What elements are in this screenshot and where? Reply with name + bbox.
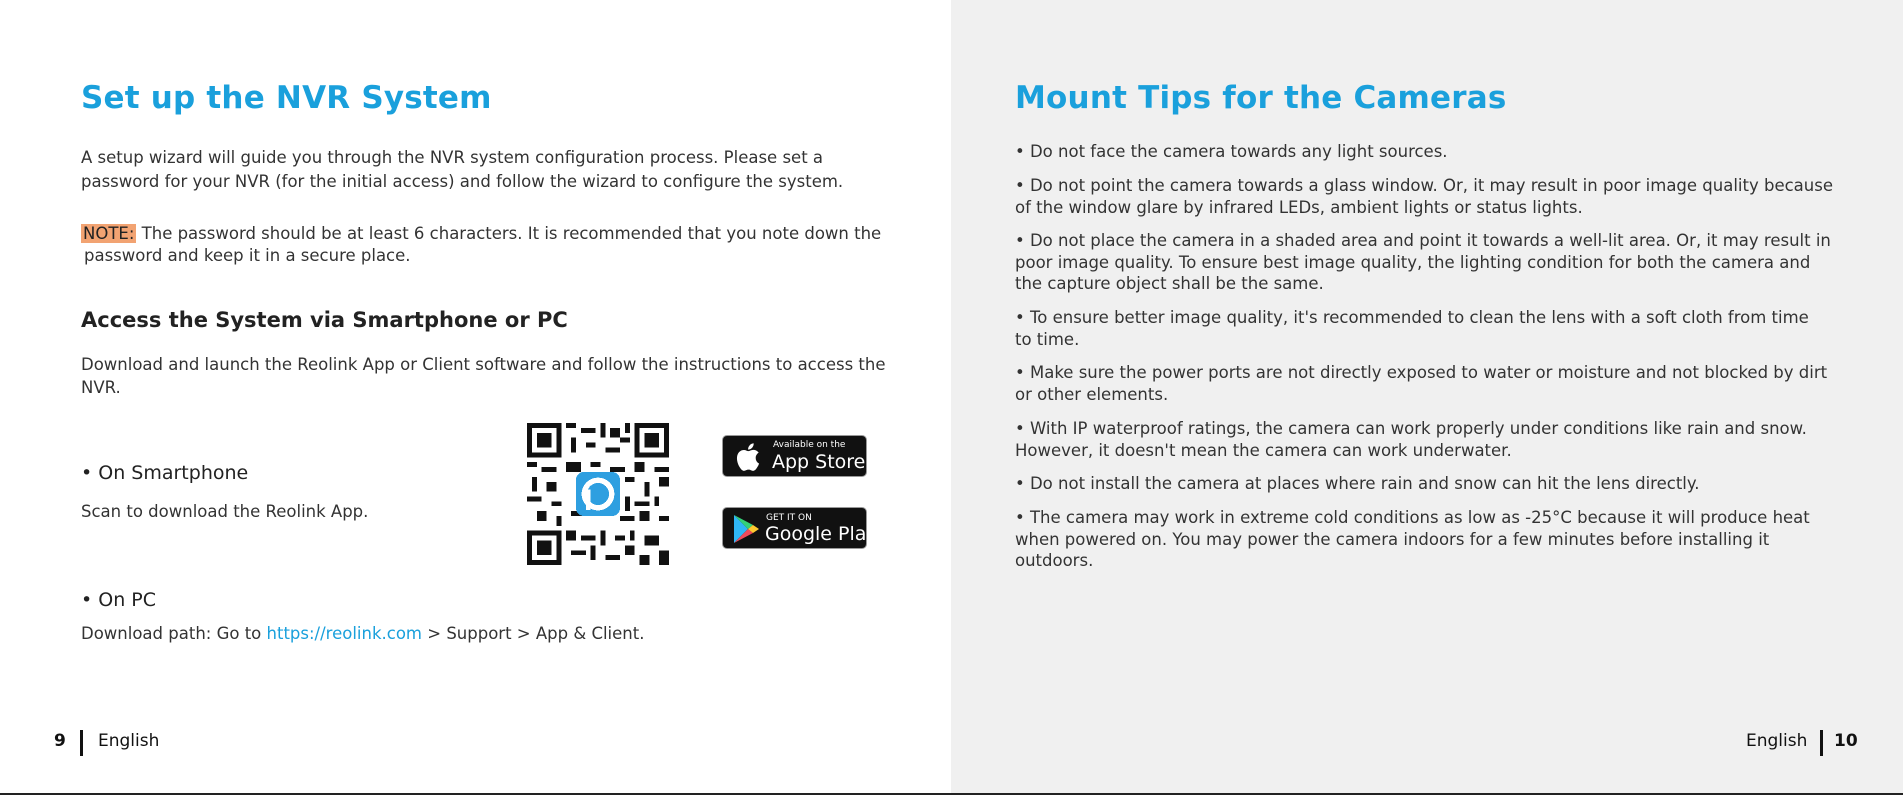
note-line-2: password and keep it in a secure place. — [84, 246, 411, 265]
footer-divider — [80, 730, 83, 756]
mount-tip-line: of the window glare by infrared LEDs, ambient lights or status lights. — [1015, 197, 1583, 217]
mount-tip-line: • The camera may work in extreme cold conditions as low as -25°C because it will produce heat — [1015, 508, 1810, 527]
mount-tip-line: poor image quality. To ensure best image quality, the lighting condition for both the camera and — [1015, 252, 1811, 272]
app-store-badge[interactable] — [722, 435, 867, 477]
access-line-2: NVR. — [81, 378, 121, 397]
mount-tip-line: to time. — [1015, 329, 1080, 349]
mount-tip-line: • Do not point the camera towards a glass window. Or, it may result in poor image quality because — [1015, 176, 1833, 195]
footer-language: English — [98, 731, 160, 751]
mount-tip-line: • Do not face the camera towards any light sources. — [1015, 142, 1448, 161]
mount-tip-line: • Do not install the camera at places where rain and snow can hit the lens directly. — [1015, 474, 1700, 493]
google-play-logo-icon — [732, 514, 760, 544]
smartphone-text: Scan to download the Reolink App. — [81, 502, 369, 521]
mount-tip-line: the capture object shall be the same. — [1015, 274, 1324, 293]
access-line-1: Download and launch the Reolink App or Client software and follow the instructions to access the — [81, 355, 886, 374]
google-play-small-text: GET IT ON — [766, 513, 812, 523]
mount-tip-line: when powered on. You may power the camera indoors for a few minutes before installing it — [1015, 529, 1770, 549]
app-store-big-text: App Store — [772, 451, 866, 473]
qr-code-icon — [527, 423, 669, 565]
mount-tip-line: or other elements. — [1015, 384, 1169, 404]
mount-tip-line: However, it doesn't mean the camera can work underwater. — [1015, 440, 1512, 460]
reolink-link[interactable]: https://reolink.com — [266, 624, 422, 643]
intro-line-2: password for your NVR (for the initial access) and follow the wizard to configure the system. — [81, 172, 844, 191]
mount-tip-line: • Make sure the power ports are not directly exposed to water or moisture and not blocked by dirt — [1015, 363, 1828, 382]
access-heading: Access the System via Smartphone or PC — [81, 308, 568, 332]
mount-tip-line: • Do not place the camera in a shaded area and point it towards a well-lit area. Or, it may result in — [1015, 231, 1831, 250]
pc-text-after: > Support > App & Client. — [422, 624, 645, 643]
footer-divider — [1820, 730, 1823, 756]
app-store-small-text: Available on the — [773, 440, 846, 450]
pc-text — [81, 622, 644, 645]
pc-heading: • On PC — [81, 589, 157, 611]
note-line-1 — [81, 222, 881, 245]
smartphone-heading: • On Smartphone — [81, 462, 249, 484]
mount-tip-line: outdoors. — [1015, 551, 1094, 570]
intro-line-1: A setup wizard will guide you through the NVR system configuration process. Please set a — [81, 148, 824, 167]
page-title: Mount Tips for the Cameras — [1015, 80, 1507, 116]
page-number: 10 — [1834, 731, 1858, 751]
pc-text-before: Download path: Go to — [81, 624, 267, 643]
right-page — [951, 0, 1903, 793]
mount-tip-line: • To ensure better image quality, it's recommended to clean the lens with a soft cloth from time — [1015, 308, 1809, 327]
note-text: The password should be at least 6 characters. It is recommended that you note down the — [136, 224, 882, 243]
footer-language: English — [1746, 731, 1808, 751]
left-page — [0, 0, 951, 793]
mount-tip-line: • With IP waterproof ratings, the camera can work properly under conditions like rain and snow. — [1015, 419, 1807, 438]
google-play-big-text: Google Play — [765, 523, 878, 545]
page-number: 9 — [54, 731, 66, 751]
google-play-badge[interactable] — [722, 507, 878, 549]
apple-logo-icon — [732, 441, 762, 473]
page-title: Set up the NVR System — [81, 80, 492, 116]
note-label: NOTE: — [83, 224, 135, 243]
